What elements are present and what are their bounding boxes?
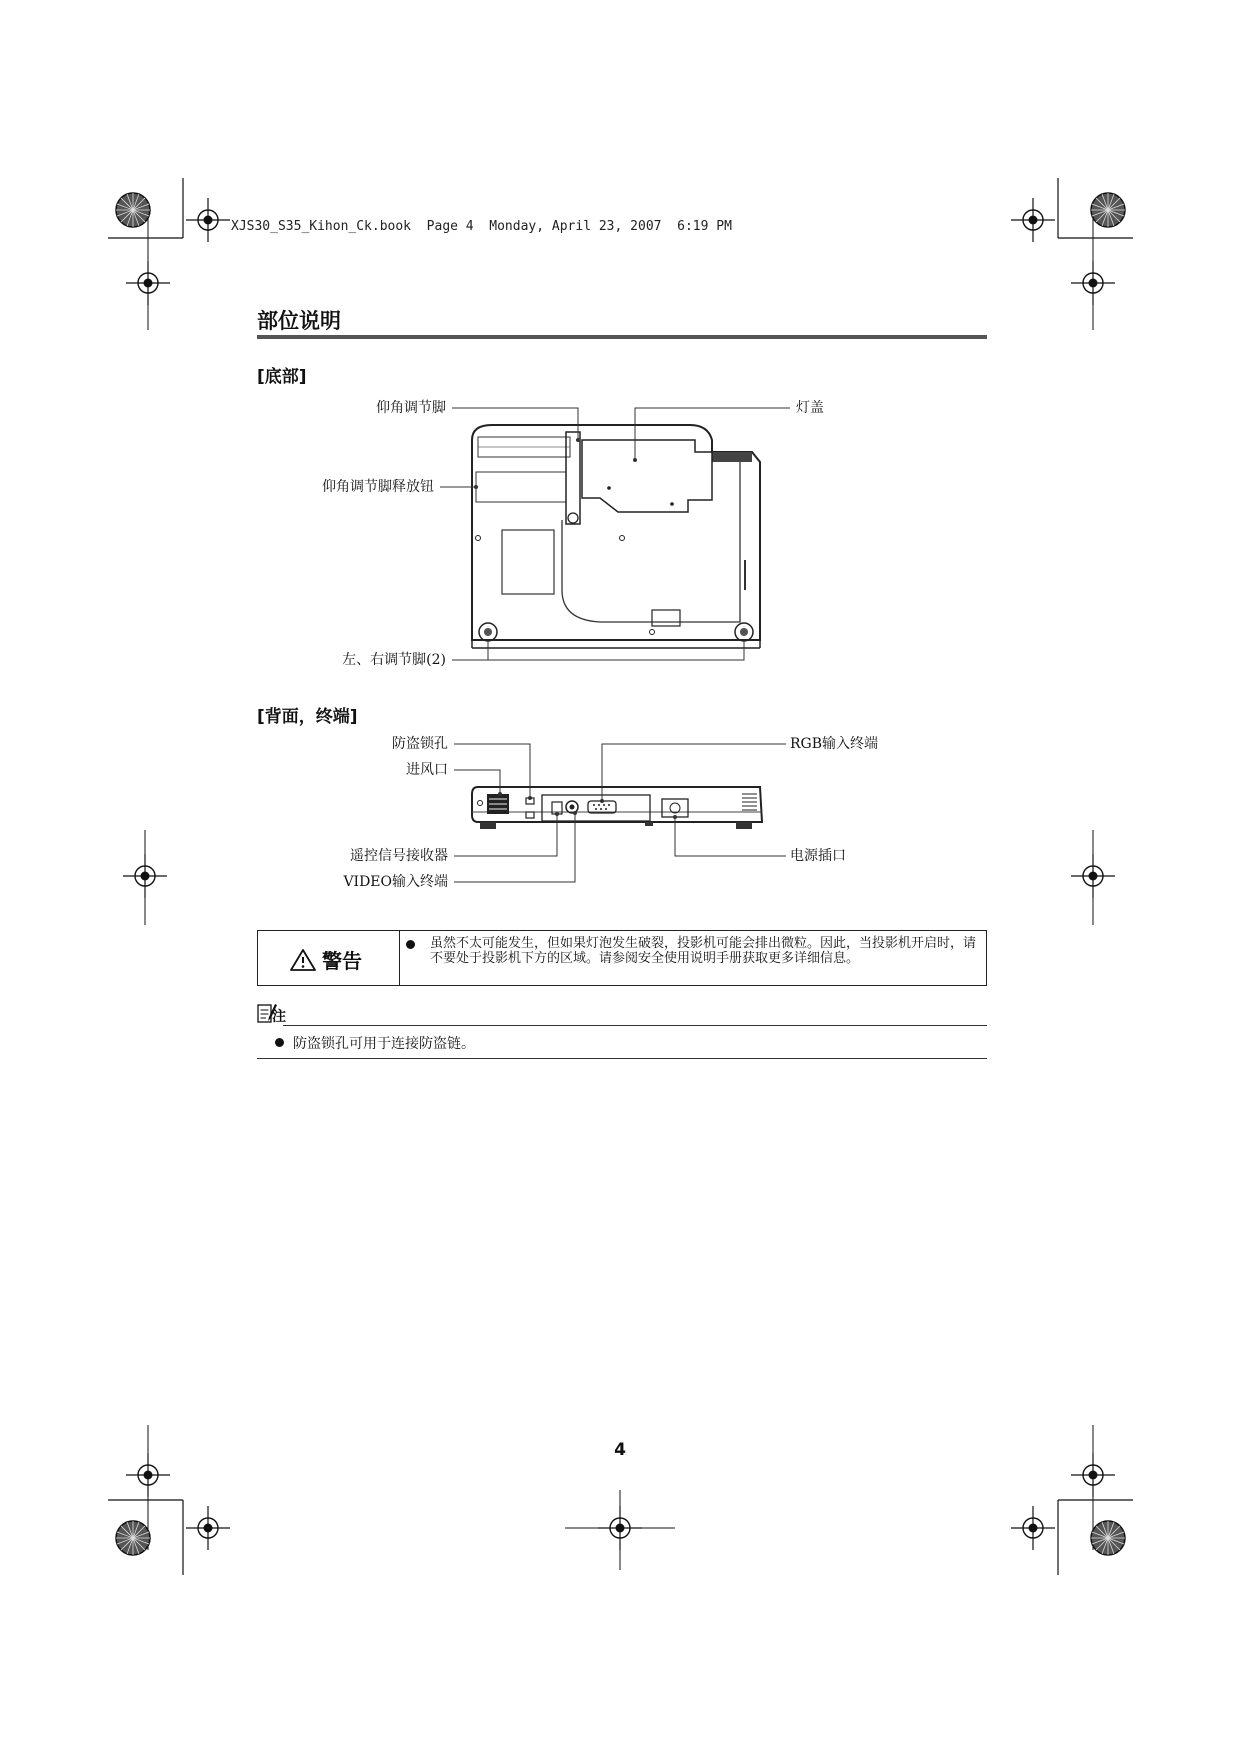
callout-remote-receiver: 遥控信号接收器 bbox=[350, 848, 448, 864]
callout-video-input: VIDEO输入终端 bbox=[343, 874, 448, 890]
callout-left-right-feet: 左、右调节脚(2) bbox=[342, 652, 446, 668]
page-title: 部位说明 bbox=[257, 309, 341, 333]
print-header-line: XJS30_S35_Kihon_Ck.book Page 4 Monday, April 23, 2007 6:19 PM bbox=[231, 219, 732, 234]
warning-label-text: 警告 bbox=[322, 949, 362, 973]
section-heading-back-terminals: [背面，终端] bbox=[257, 707, 358, 727]
page-number: 4 bbox=[614, 1440, 626, 1460]
callout-power-socket: 电源插口 bbox=[790, 848, 846, 864]
callout-security-slot: 防盗锁孔 bbox=[392, 736, 448, 752]
note-item: 防盗锁孔可用于连接防盗链。 bbox=[293, 1036, 475, 1052]
warning-bullet bbox=[406, 940, 415, 949]
note-label: 注 bbox=[272, 1009, 286, 1025]
note-rule-top bbox=[283, 1025, 987, 1026]
callout-air-intake: 进风口 bbox=[406, 762, 448, 778]
callout-elevation-release-button: 仰角调节脚释放钮 bbox=[322, 479, 434, 495]
callout-rgb-input: RGB输入终端 bbox=[790, 736, 879, 752]
warning-text: 虽然不太可能发生，但如果灯泡发生破裂，投影机可能会排出微粒。因此，当投影机开启时，请不要处于投影机下方的区域。请参阅安全使用说明手册获取更多详细信息。 bbox=[430, 936, 977, 966]
callout-elevation-foot: 仰角调节脚 bbox=[376, 400, 446, 416]
warning-triangle-icon bbox=[290, 948, 316, 972]
section-heading-bottom: [底部] bbox=[257, 367, 307, 387]
warning-box bbox=[257, 930, 987, 986]
warning-divider bbox=[399, 931, 400, 985]
note-rule-bottom bbox=[257, 1058, 987, 1059]
callout-lamp-cover: 灯盖 bbox=[796, 400, 824, 416]
note-bullet bbox=[275, 1038, 284, 1047]
warning-label bbox=[290, 945, 362, 974]
